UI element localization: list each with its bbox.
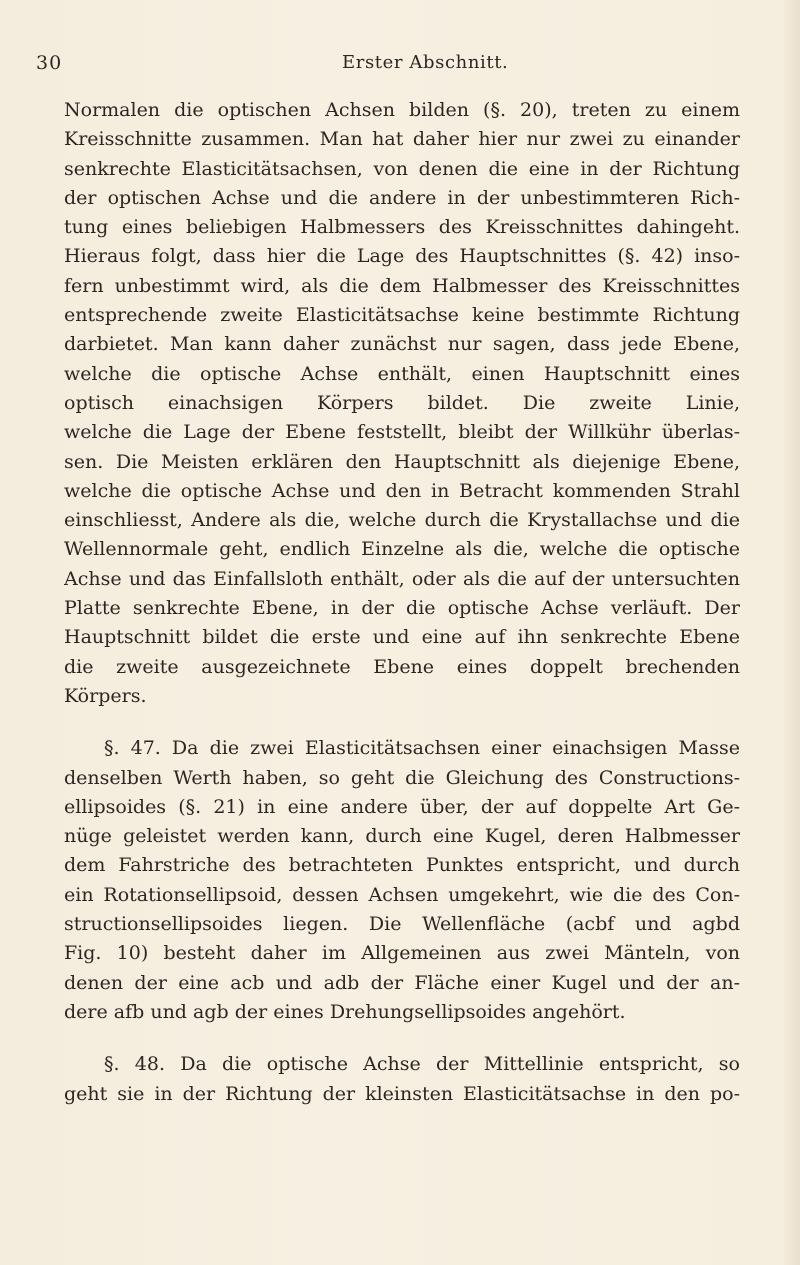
text-line: Hauptschnitt bildet die erste und eine auf ihn senkrechte Ebene: [64, 626, 740, 649]
text-line: sen. Die Meisten erklären den Hauptschnitt als diejenige Ebene,: [64, 450, 740, 473]
text-line: Normalen die optischen Achsen bilden (§. 20), treten zu einem: [64, 99, 740, 121]
text-line: §. 47. Da die zwei Elasticitätsachsen einer einachsigen Masse: [104, 737, 740, 760]
page-header: [36, 52, 756, 76]
paragraph-gap: [64, 1027, 740, 1050]
text-line: Kreisschnitte zusammen. Man hat daher hier nur zwei zu einander: [64, 128, 740, 151]
text-line: senkrechte Elasticitätsachsen, von denen die eine in der Richtung: [64, 157, 740, 180]
text-line: ellipsoides (§. 21) in eine andere über, der auf doppelte Art Ge-: [64, 795, 740, 818]
text-line: Hieraus folgt, dass hier die Lage des Hauptschnittes (§. 42) inso-: [64, 245, 740, 268]
text-line: nüge geleistet werden kann, durch eine Kugel, deren Halbmesser: [64, 825, 740, 848]
body-text: [64, 96, 740, 1109]
text-line: §. 48. Da die optische Achse der Mittellinie entspricht, so: [104, 1053, 740, 1076]
text-line: dere afb und agb der eines Drehungsellipsoides angehört.: [64, 1000, 626, 1023]
text-line: welche die optische Achse enthält, einen Hauptschnitt eines: [64, 362, 740, 385]
text-line: welche die optische Achse und den in Betracht kommenden Strahl: [64, 479, 740, 502]
text-line: entsprechende zweite Elasticitätsachse keine bestimmte Richtung: [64, 304, 740, 327]
running-head: Erster Abschnitt.: [342, 52, 509, 73]
text-line: denselben Werth haben, so geht die Gleichung des Constructions-: [64, 766, 740, 789]
text-line: der optischen Achse und die andere in der unbestimmteren Rich-: [64, 186, 740, 209]
text-line: darbietet. Man kann daher zunächst nur sagen, dass jede Ebene,: [64, 333, 740, 356]
paragraph: [64, 1050, 740, 1109]
text-line: ein Rotationsellipsoid, dessen Achsen umgekehrt, wie die des Con-: [64, 883, 740, 906]
text-line: fern unbestimmt wird, als die dem Halbmesser des Kreisschnittes: [64, 274, 740, 297]
text-line: Fig. 10) besteht daher im Allgemeinen aus zwei Mänteln, von: [64, 942, 740, 965]
text-line: welche die Lage der Ebene feststellt, bleibt der Willkühr überlas-: [64, 421, 740, 444]
text-line: structionsellipsoides liegen. Die Wellenfläche (acbf und agbd: [64, 913, 740, 936]
text-line: die zweite ausgezeichnete Ebene eines doppelt brechenden: [64, 655, 740, 678]
paragraph: [64, 96, 740, 711]
text-line: geht sie in der Richtung der kleinsten Elasticitätsachse in den po-: [64, 1082, 740, 1105]
text-line: Platte senkrechte Ebene, in der die optische Achse verläuft. Der: [64, 597, 740, 620]
text-line: optisch einachsigen Körpers bildet. Die zweite Linie,: [64, 391, 740, 414]
page-number: 30: [36, 52, 63, 74]
text-line: Achse und das Einfallsloth enthält, oder als die auf der untersuchten: [64, 567, 740, 590]
text-line: dem Fahrstriche des betrachteten Punktes entspricht, und durch: [64, 854, 740, 877]
text-line: Körpers.: [64, 684, 147, 707]
paragraph-gap: [64, 711, 740, 734]
page-edge-shadow: [782, 0, 800, 1265]
text-line: tung eines beliebigen Halbmessers des Kreisschnittes dahingeht.: [64, 216, 740, 239]
text-line: einschliesst, Andere als die, welche durch die Krystallachse und die: [64, 509, 740, 532]
paragraph: [64, 734, 740, 1027]
text-line: Wellennormale geht, endlich Einzelne als die, welche die optische: [64, 538, 740, 561]
text-line: denen der eine acb und adb der Fläche einer Kugel und der an-: [64, 971, 740, 994]
